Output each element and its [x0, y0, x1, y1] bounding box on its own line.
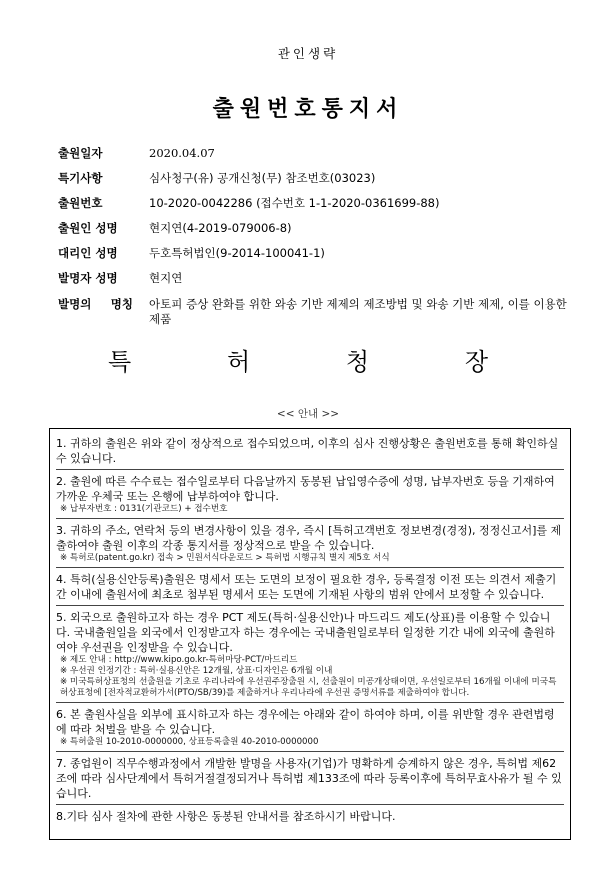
- divider: [56, 702, 564, 703]
- divider: [56, 469, 564, 470]
- divider: [56, 518, 564, 519]
- application-fields: [58, 146, 578, 327]
- field-label: 발명자 성명: [58, 271, 118, 285]
- notice-text: 4. 특허(실용신안등록)출원은 명세서 또는 도면의 보정이 필요한 경우, 등록결정 이전 또는 의견서 제출기간 이내에 출원서에 최초로 첨부된 명세서 또는 도면에 기재된 사항의 범위 안에서 보정할 수 있습니다.: [56, 573, 557, 601]
- notice-note: ※ 특허로(patent.go.kr) 접속 > 민원서식다운로드 > 특허법 시행규칙 별지 제5호 서식: [60, 553, 390, 563]
- notice-item-8: [56, 809, 564, 824]
- notice-note: ※ 제도 안내 : http://www.kipo.go.kr-특허마당-PCT/마드리드: [60, 655, 298, 665]
- field-value: 두호특허법인(9-2014-100041-1): [149, 246, 325, 260]
- field-agent: [58, 246, 578, 261]
- notice-text: 7. 종업원이 직무수행과정에서 개발한 발명을 사용자(기업)가 명확하게 승계하지 않은 경우, 특허법 제62조에 따라 심사단계에서 특허거절결정되거나 특허법 제133조에 따라 등록이후에 특허무효사유가 될 수 있습니다.: [56, 757, 562, 800]
- field-value: 심사청구(유) 공개신청(무) 참조번호(03023): [149, 171, 376, 185]
- notice-note: ※ 우선권 인정기간 : 특허·실용신안은 12개월, 상표·디자인은 6개월 이내: [60, 666, 333, 676]
- notice-item-3: [56, 523, 564, 564]
- field-value: 현지연(4-2019-079006-8): [149, 221, 292, 235]
- notice-item-1: [56, 436, 564, 466]
- notice-text: 6. 본 출원사실을 외부에 표시하고자 하는 경우에는 아래와 같이 하여야 하며, 이를 위반할 경우 관련법령에 따라 처벌을 받을 수 있습니다.: [56, 708, 555, 736]
- notice-text: 1. 귀하의 출원은 위와 같이 정상적으로 접수되었으며, 이후의 심사 진행상황은 출원번호를 통해 확인하실 수 있습니다.: [56, 437, 559, 465]
- field-label: 출원번호: [58, 196, 103, 210]
- guide-heading: << 안내 >>: [276, 408, 340, 420]
- seal-omitted-note: 관인생략: [277, 46, 339, 61]
- notice-text: 3. 귀하의 주소, 연락처 등의 변경사항이 있을 경우, 즉시 [특허고객번호 정보변경(경정), 정정신고서]를 제출하여야 출원 이후의 각종 통지서를 정상적으로 받을 수 있습니다.: [56, 524, 562, 552]
- notice-item-6: [56, 707, 564, 748]
- field-label: 대리인 성명: [58, 246, 118, 260]
- notice-item-7: [56, 756, 564, 801]
- notice-text: 5. 외국으로 출원하고자 하는 경우 PCT 제도(특허·실용신안)나 마드리드 제도(상표)를 이용할 수 있습니다. 국내출원일을 외국에서 인정받고자 하는 경우에는 국내출원일로부터 일정한 기간 내에 외국에 출원하여야 우선권을 인정받을 수 있습니다.: [56, 611, 555, 654]
- notice-text: 8.기타 심사 절차에 관한 사항은 동봉된 안내서를 참조하시기 바랍니다.: [56, 810, 396, 823]
- field-label: 출원인 성명: [58, 221, 118, 235]
- field-label: 출원일자: [58, 146, 103, 160]
- commissioner-signature: [108, 342, 488, 377]
- field-applicant: [58, 221, 578, 236]
- divider: [56, 567, 564, 568]
- field-label: 특기사항: [58, 171, 103, 185]
- notice-note: ※ 특허출원 10-2010-0000000, 상표등록출원 40-2010-0000000: [60, 737, 319, 747]
- divider: [56, 605, 564, 606]
- notice-text: 2. 출원에 따른 수수료는 접수일로부터 다음날까지 동봉된 납입영수증에 성명, 납부자번호 등을 기재하여 가까운 우체국 또는 은행에 납부하여야 합니다.: [56, 475, 555, 503]
- divider: [56, 751, 564, 752]
- commissioner-char: 허: [226, 348, 251, 376]
- notice-item-4: [56, 572, 564, 602]
- notice-note: ※ 미국특허상표청의 선출원을 기초로 우리나라에 우선권주장출원 시, 선출원이 미공개상태이면, 우선일로부터 16개월 이내에 미국특허상표청에 [전자적교환허가서(PTO/SB/39)를 제출하거나 우리나라에 우선권 증명서류를 제출하여야 합니다.: [60, 677, 557, 698]
- field-invention-title: [58, 297, 578, 327]
- field-label: 발명의 명칭: [58, 297, 133, 311]
- notice-item-2: [56, 474, 564, 515]
- field-value: 2020.04.07: [149, 146, 215, 160]
- field-inventor: [58, 271, 578, 286]
- commissioner-char: 특: [108, 348, 132, 376]
- divider: [56, 804, 564, 805]
- field-value: 현지연: [149, 271, 183, 285]
- document-title: 출원번호통지서: [212, 97, 404, 122]
- notice-note: ※ 납부자번호 : 0131(기관코드) + 접수번호: [60, 504, 228, 514]
- notice-box: [49, 428, 571, 840]
- field-filing-date: [58, 146, 578, 161]
- field-application-number: [58, 196, 578, 211]
- field-value: 아토피 증상 완화를 위한 와송 기반 제제의 제조방법 및 와송 기반 제제, 이를 이용한 제품: [149, 297, 567, 326]
- notice-item-5: [56, 610, 564, 699]
- field-remarks: [58, 171, 578, 186]
- field-value: 10-2020-0042286 (접수번호 1-1-2020-0361699-88): [149, 196, 440, 210]
- commissioner-char: 장: [464, 348, 488, 376]
- commissioner-char: 청: [345, 348, 370, 376]
